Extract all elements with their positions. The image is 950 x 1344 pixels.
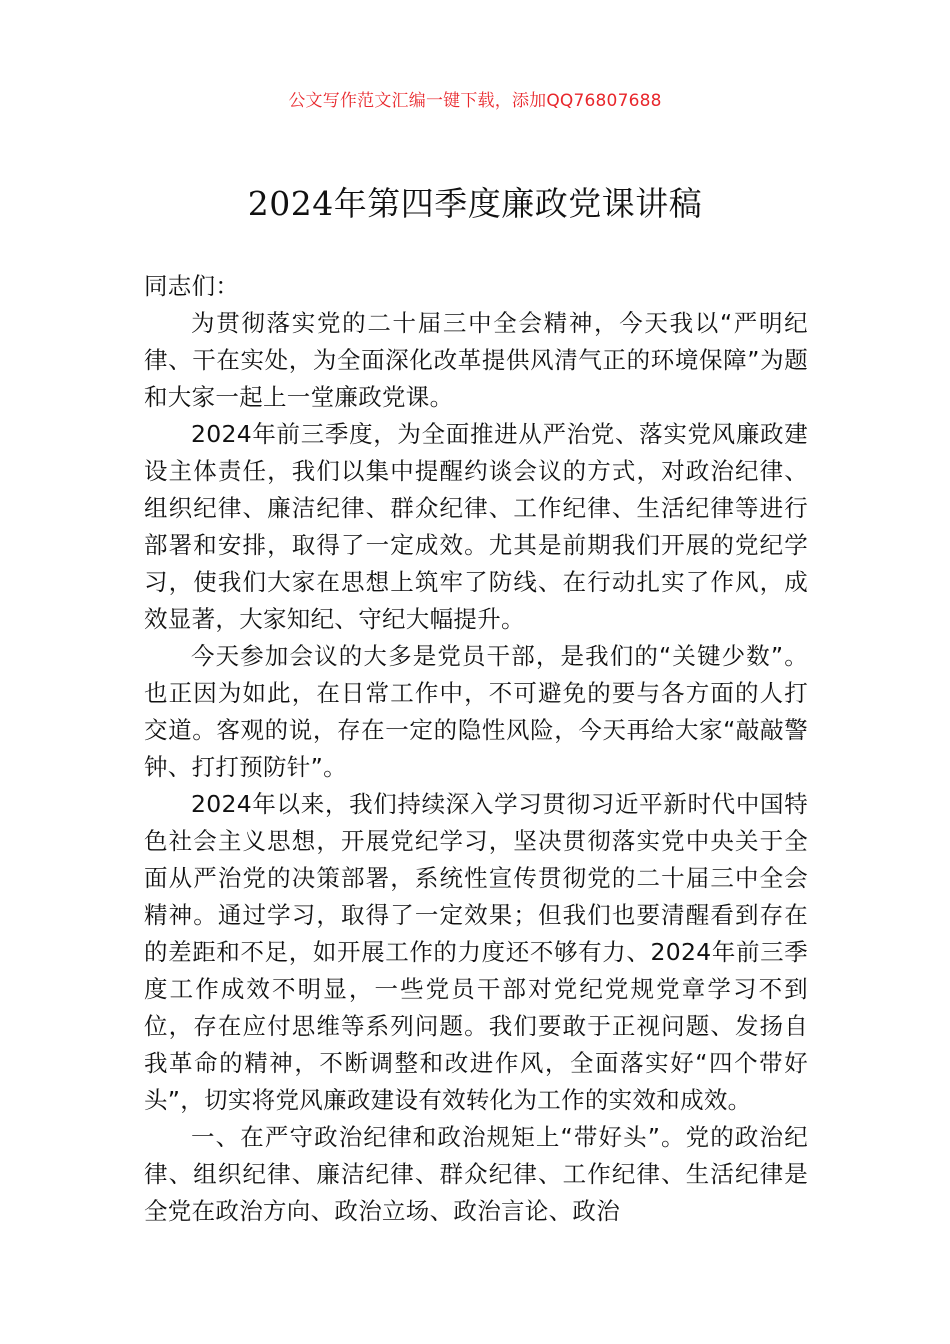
document-title: 2024年第四季度廉政党课讲稿 — [247, 184, 703, 223]
paragraph-3: 今天参加会议的大多是党员干部，是我们的“关键少数”。也正因为如此，在日常工作中，不可避免的要与各方面的人打交道。客观的说，存在一定的隐性风险，今天再给大家“敲敲警钟、打打预防针”。 — [144, 642, 808, 781]
paragraph-4: 2024年以来，我们持续深入学习贯彻习近平新时代中国特色社会主义思想，开展党纪学习，坚决贯彻落实党中央关于全面从严治党的决策部署，系统性宣传贯彻党的二十届三中全会精神。通过学习，取得了一定效果；但我们也要清醒看到存在的差距和不足，如开展工作的力度还不够有力、2024年前三季度工作成效不明显，一些党员干部对党纪党规党章学习不到位，存在应付思维等系列问题。我们要敢于正视问题、发扬自我革命的精神，不断调整和改进作风，全面落实好“四个带好头”，切实将党风廉政建设有效转化为工作的实效和成效。 — [144, 790, 808, 1114]
paragraph-2: 2024年前三季度，为全面推进从严治党、落实党风廉政建设主体责任，我们以集中提醒约谈会议的方式，对政治纪律、组织纪律、廉洁纪律、群众纪律、工作纪律、生活纪律等进行部署和安排，取得了一定成效。尤其是前期我们开展的党纪学习，使我们大家在思想上筑牢了防线、在行动扎实了作风，成效显著，大家知纪、守纪大幅提升。 — [144, 420, 808, 633]
document-body — [144, 268, 808, 1230]
header-promo-note: 公文写作范文汇编一键下载，添加QQ76807688 — [288, 91, 662, 111]
paragraph-5: 一、在严守政治纪律和政治规矩上“带好头”。党的政治纪律、组织纪律、廉洁纪律、群众纪律、工作纪律、生活纪律是全党在政治方向、政治立场、政治言论、政治 — [144, 1123, 808, 1225]
salutation: 同志们： — [144, 272, 240, 300]
paragraph-1: 为贯彻落实党的二十届三中全会精神，今天我以“严明纪律、干在实处，为全面深化改革提供风清气正的环境保障”为题和大家一起上一堂廉政党课。 — [144, 309, 808, 411]
